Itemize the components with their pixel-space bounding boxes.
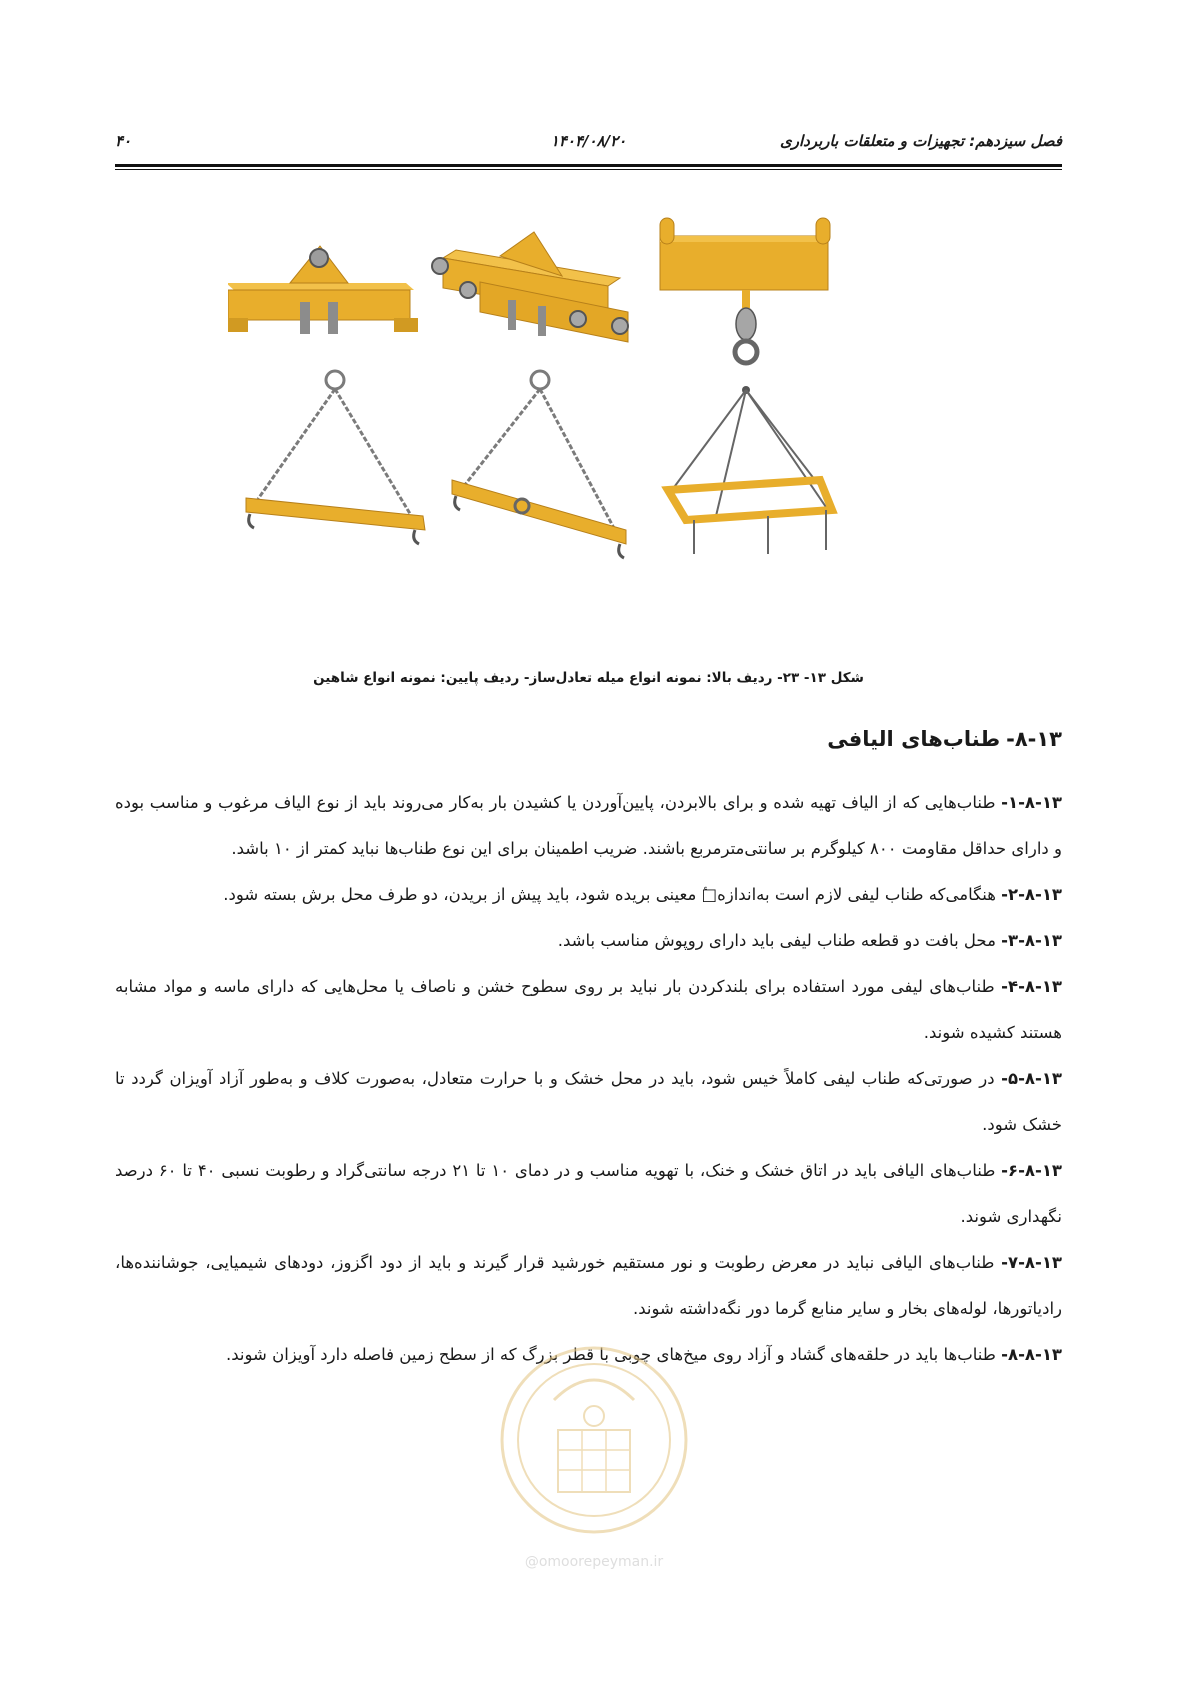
chapter-title: فصل سیزدهم: تجهیزات و متعلقات باربرداری: [779, 132, 1062, 150]
paragraph: [115, 780, 1062, 872]
paragraph: [115, 1240, 1062, 1332]
spreader-beam-frame: [432, 232, 628, 342]
paragraph-text: محل بافت دو قطعه طناب لیفی باید دارای روپوش مناسب باشد.: [557, 931, 1002, 950]
paragraph-number: ۲-۸-۱۳-: [1001, 885, 1062, 904]
paragraph-number: ۸-۸-۱۳-: [1001, 1345, 1062, 1364]
paragraph: [115, 918, 1062, 964]
figure-spreader-beams: [228, 214, 922, 604]
paragraph-number: ۴-۸-۱۳-: [1001, 977, 1062, 996]
spreader-bar-chain-sling-center: [452, 371, 626, 558]
section-title-text: طناب‌های الیافی: [827, 727, 1001, 751]
paragraph-number: ۳-۸-۱۳-: [1001, 931, 1062, 950]
section-heading: [827, 727, 1062, 751]
watermark-text: @omoorepeyman.ir: [524, 1554, 664, 1570]
body-text: [115, 780, 1062, 1378]
paragraph: [115, 964, 1062, 1056]
paragraph-text: طناب‌های لیفی مورد استفاده برای بلندکردن بار نباید بر روی سطوح خشن و ناصاف یا محل‌هایی که دارای ماسه و مواد مشابه هستند کشیده شوند.: [115, 977, 1062, 1042]
watermark-seal-icon: [494, 1330, 694, 1550]
paragraph-number: ۵-۸-۱۳-: [1001, 1069, 1062, 1088]
figure-caption: شکل ۱۳- ۲۳- ردیف بالا: نمونه انواع میله تعادل‌ساز- ردیف پایین: نمونه انواع شاهین: [313, 670, 864, 686]
paragraph-text: طناب‌های الیافی باید در اتاق خشک و خنک، با تهویه مناسب و در دمای ۱۰ تا ۲۱ درجه سانتی‌گراد و رطوبت نسبی ۴۰ تا ۶۰ درصد نگهداری شوند.: [115, 1161, 1062, 1226]
paragraph-number: ۷-۸-۱۳-: [1001, 1253, 1062, 1272]
figure-illustration: [228, 214, 922, 604]
header-date: ۱۴۰۴/۰۸/۲۰: [550, 132, 627, 150]
lifting-beam-with-hook: [660, 218, 830, 363]
paragraph-number: ۶-۸-۱۳-: [1001, 1161, 1062, 1180]
header-rule-thick: [115, 164, 1062, 167]
paragraph: [115, 872, 1062, 918]
paragraph: [115, 1148, 1062, 1240]
header-rule-thin: [115, 169, 1062, 170]
spreader-bar-chain-sling-left: [246, 371, 425, 544]
paragraph-text: هنگامی‌که طناب لیفی لازم است به‌اندازه□ٔ معینی بریده شود، باید پیش از بریدن، دو طرف محل برش بسته شود.: [223, 885, 1002, 904]
section-number: ۸-۱۳-: [1006, 727, 1062, 751]
paragraph-text: طناب‌های الیافی نباید در معرض رطوبت و نور مستقیم خورشید قرار گیرند و باید از دود اگزوز، دودهای شیمیایی، جوشاننده‌ها، رادیاتورها، لوله‌های بخار و سایر منابع گرما دور نگه‌داشته شوند.: [115, 1253, 1062, 1318]
paragraph-text: طناب‌ها باید در حلقه‌های گشاد و آزاد روی میخ‌های چوبی با قطر بزرگ که از سطح زمین فاصله دارد آویزان شوند.: [226, 1345, 1002, 1364]
paragraph-text: در صورتی‌که طناب لیفی کاملاً خیس شود، باید در محل خشک و با حرارت متعادل، به‌صورت کلاف و به‌طور آزاد آویزان گردد تا خشک شود.: [115, 1069, 1062, 1134]
paragraph-number: ۱-۸-۱۳-: [1001, 793, 1062, 812]
paragraph: [115, 1056, 1062, 1148]
spreader-beam-center-lug: [228, 246, 418, 334]
page-number: ۴۰: [115, 132, 132, 150]
paragraph-text: طناب‌هایی که از الیاف تهیه شده و برای بالابردن، پایین‌آوردن یا کشیدن بار به‌کار می‌روند باید از نوع الیاف مرغوب و مناسب بوده و دارای حداقل مقاومت ۸۰۰ کیلوگرم بر سانتی‌مترمربع باشند. ضریب اطمینان برای این نوع طناب‌ها نباید کمتر از ۱۰ باشد.: [115, 793, 1062, 858]
watermark: [494, 1330, 694, 1580]
rectangular-lifting-frame: [668, 386, 832, 554]
page-header: [115, 128, 1062, 158]
